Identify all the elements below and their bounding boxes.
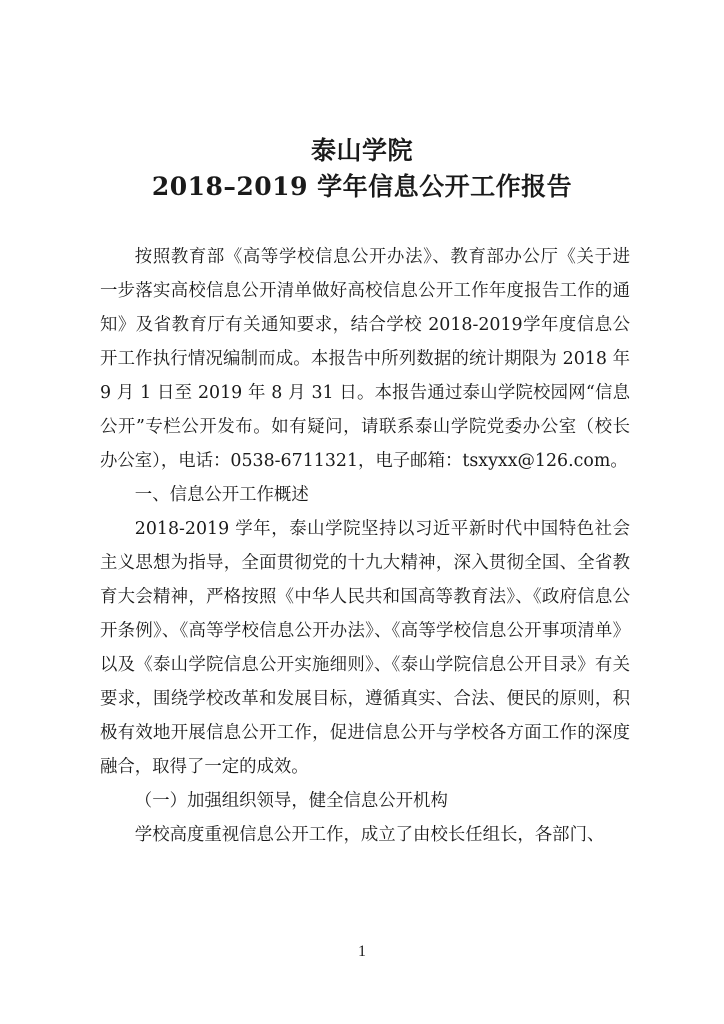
document-body (100, 240, 630, 852)
document-title-report: 2018–2019 学年信息公开工作报告 (151, 172, 573, 201)
intro-paragraph: 按照教育部《高等学校信息公开办法》、教育部办公厅《关于进一步落实高校信息公开清单做好高校信息公开工作年度报告工作的通知》及省教育厅有关通知要求，结合学校 2018-2019学年度信息公开工作执行情况编制而成。本报告中所列数据的统计期限为 2018 年 9 月 1 日至 2019 年 8 月 31 日。本报告通过泰山学院校园网“信息公开”专栏公开发布。如有疑问，请联系泰山学院党委办公室（校长办公室），电话：0538-6711321，电子邮箱：tsxyxx@126.com。 (100, 247, 630, 471)
overview-paragraph: 2018-2019 学年，泰山学院坚持以习近平新时代中国特色社会主义思想为指导，全面贯彻党的十九大精神，深入贯彻全国、全省教育大会精神，严格按照《中华人民共和国高等教育法》、《政府信息公开条例》、《高等学校信息公开办法》、《高等学校信息公开事项清单》以及《泰山学院信息公开实施细则》、《泰山学院信息公开目录》有关要求，围绕学校改革和发展目标，遵循真实、合法、便民的原则，积极有效地开展信息公开工作，促进信息公开与学校各方面工作的深度融合，取得了一定的成效。 (100, 519, 630, 777)
page-number: 1 (358, 943, 366, 960)
section-heading-overview: 一、信息公开工作概述 (134, 485, 309, 505)
document-title-institution: 泰山学院 (310, 136, 413, 165)
organization-paragraph: 学校高度重视信息公开工作，成立了由校长任组长，各部门、 (134, 825, 605, 845)
subsection-heading-organization: （一）加强组织领导，健全信息公开机构 (134, 791, 448, 811)
